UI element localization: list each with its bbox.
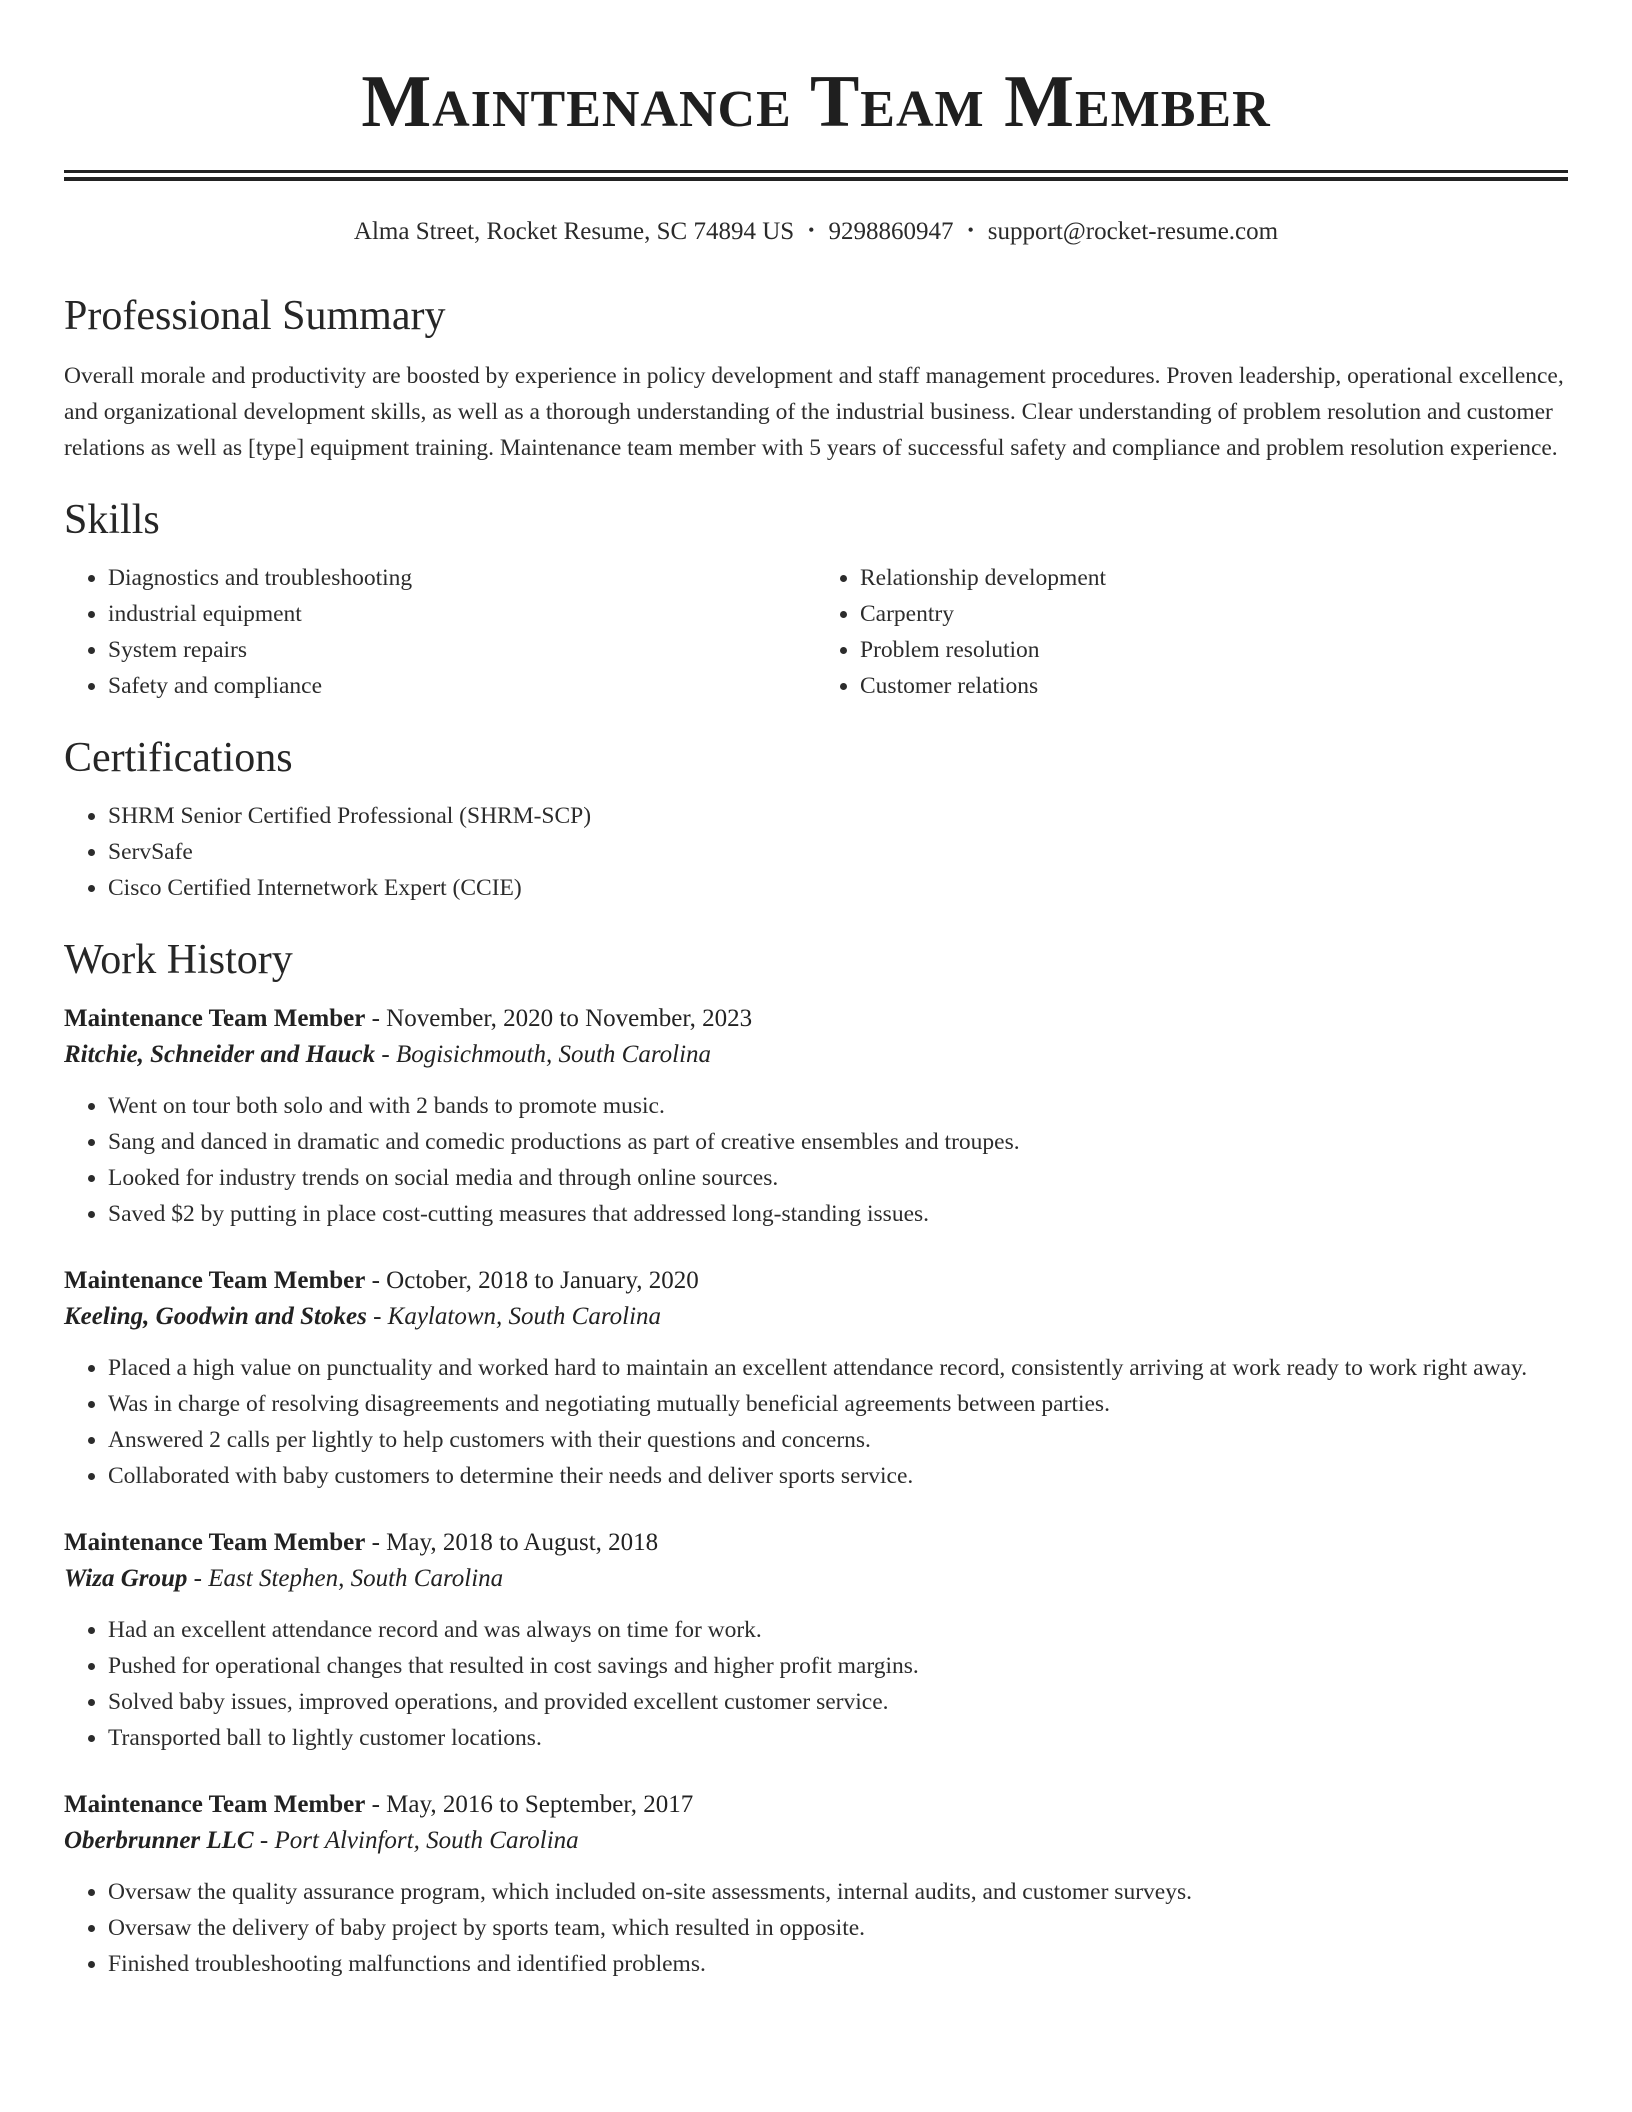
job-bullet: • Answered 2 calls per lightly to help customers with their questions and concerns. [108, 1422, 1568, 1458]
job-title: Maintenance Team Member [64, 1267, 366, 1294]
skill-item: • Carpentry [860, 596, 1568, 632]
job-company-line [64, 1560, 1568, 1598]
certification-item: • SHRM Senior Certified Professional (SHRM-SCP) [108, 798, 1568, 834]
job-bullet: • Looked for industry trends on social media and through online sources. [108, 1160, 1568, 1196]
job-title-line [64, 1264, 1568, 1298]
job-company-line [64, 1036, 1568, 1074]
address: Alma Street, Rocket Resume, SC 74894 US [353, 218, 795, 245]
work-history-heading: Work History [64, 937, 293, 983]
skills-heading: Skills [64, 497, 160, 543]
job-location: - East Stephen, South Carolina [187, 1565, 504, 1592]
job-bullet: • Was in charge of resolving disagreements and negotiating mutually beneficial agreements between parties. [108, 1386, 1568, 1422]
job-dates: - October, 2018 to January, 2020 [365, 1267, 699, 1294]
job-location: - Bogisichmouth, South Carolina [375, 1041, 712, 1068]
job-entry [64, 1264, 1568, 1494]
job-bullets [64, 1612, 1568, 1756]
skill-item: • System repairs [108, 632, 816, 668]
job-dates: - November, 2020 to November, 2023 [365, 1005, 753, 1032]
phone: 9298860947 [828, 218, 954, 245]
job-company: Ritchie, Schneider and Hauck [64, 1041, 376, 1068]
certification-item: • Cisco Certified Internetwork Expert (CCIE) [108, 870, 1568, 906]
skill-item: • Problem resolution [860, 632, 1568, 668]
job-bullets [64, 1088, 1568, 1232]
job-company-line [64, 1822, 1568, 1860]
job-location: - Port Alvinfort, South Carolina [253, 1827, 579, 1854]
summary-heading: Professional Summary [64, 293, 446, 339]
job-bullets [64, 1350, 1568, 1494]
title-divider [64, 170, 1568, 181]
skill-item: • Relationship development [860, 560, 1568, 596]
job-bullet: • Had an excellent attendance record and was always on time for work. [108, 1612, 1568, 1648]
job-company: Keeling, Goodwin and Stokes [64, 1303, 367, 1330]
job-bullet: • Solved baby issues, improved operations, and provided excellent customer service. [108, 1684, 1568, 1720]
separator-dot: • [967, 220, 974, 240]
resume-title: Maintenance Team Member [361, 61, 1271, 143]
job-bullet: • Oversaw the delivery of baby project by sports team, which resulted in opposite. [108, 1910, 1568, 1946]
job-company: Wiza Group [64, 1565, 188, 1592]
job-bullet: • Oversaw the quality assurance program, which included on-site assessments, internal audits, and customer surveys. [108, 1874, 1568, 1910]
certifications-section [64, 734, 1568, 906]
summary-text: Overall morale and productivity are boosted by experience in policy development and staff management procedures. Proven leadership, operational excellence, and organizational development skills, as well as a thorough understanding of the industrial business. Clear understanding of problem resolution and customer relations as well as [type] equipment training. Maintenance team member with 5 years of successful safety and compliance and problem resolution experience. [64, 363, 1564, 461]
job-bullets [64, 1874, 1568, 1982]
job-entry [64, 1002, 1568, 1232]
job-entry [64, 1788, 1568, 1982]
job-entry [64, 1526, 1568, 1756]
job-title-line [64, 1526, 1568, 1560]
job-company: Oberbrunner LLC [64, 1827, 254, 1854]
certifications-list [64, 798, 1568, 906]
job-title-line [64, 1788, 1568, 1822]
skills-left-list [64, 560, 816, 704]
job-title: Maintenance Team Member [64, 1529, 366, 1556]
contact-line [64, 217, 1568, 248]
job-title: Maintenance Team Member [64, 1791, 366, 1818]
job-bullet: • Placed a high value on punctuality and worked hard to maintain an excellent attendance record, consistently arriving at work ready to work right away. [108, 1350, 1568, 1386]
certifications-heading: Certifications [64, 735, 293, 781]
email: support@rocket-resume.com [987, 218, 1279, 245]
job-title-line [64, 1002, 1568, 1036]
resume-page [64, 0, 1568, 1982]
skills-section [64, 496, 1568, 704]
job-bullet: • Pushed for operational changes that resulted in cost savings and higher profit margins. [108, 1648, 1568, 1684]
job-bullet: • Saved $2 by putting in place cost-cutting measures that addressed long-standing issues. [108, 1196, 1568, 1232]
certification-item: • ServSafe [108, 834, 1568, 870]
summary-section [64, 292, 1568, 466]
job-bullet: • Sang and danced in dramatic and comedic productions as part of creative ensembles and troupes. [108, 1124, 1568, 1160]
skill-item: • Diagnostics and troubleshooting [108, 560, 816, 596]
job-bullet: • Went on tour both solo and with 2 bands to promote music. [108, 1088, 1568, 1124]
job-title: Maintenance Team Member [64, 1005, 366, 1032]
job-location: - Kaylatown, South Carolina [366, 1303, 662, 1330]
job-dates: - May, 2016 to September, 2017 [365, 1791, 694, 1818]
separator-dot: • [808, 220, 815, 240]
skills-grid [64, 560, 1568, 704]
skill-item: • Safety and compliance [108, 668, 816, 704]
work-history-section [64, 936, 1568, 1982]
job-dates: - May, 2018 to August, 2018 [365, 1529, 659, 1556]
job-bullet: • Transported ball to lightly customer locations. [108, 1720, 1568, 1756]
job-company-line [64, 1298, 1568, 1336]
job-bullet: • Collaborated with baby customers to determine their needs and deliver sports service. [108, 1458, 1568, 1494]
job-bullet: • Finished troubleshooting malfunctions and identified problems. [108, 1946, 1568, 1982]
skill-item: • Customer relations [860, 668, 1568, 704]
skill-item: • industrial equipment [108, 596, 816, 632]
skills-right-list [816, 560, 1568, 704]
